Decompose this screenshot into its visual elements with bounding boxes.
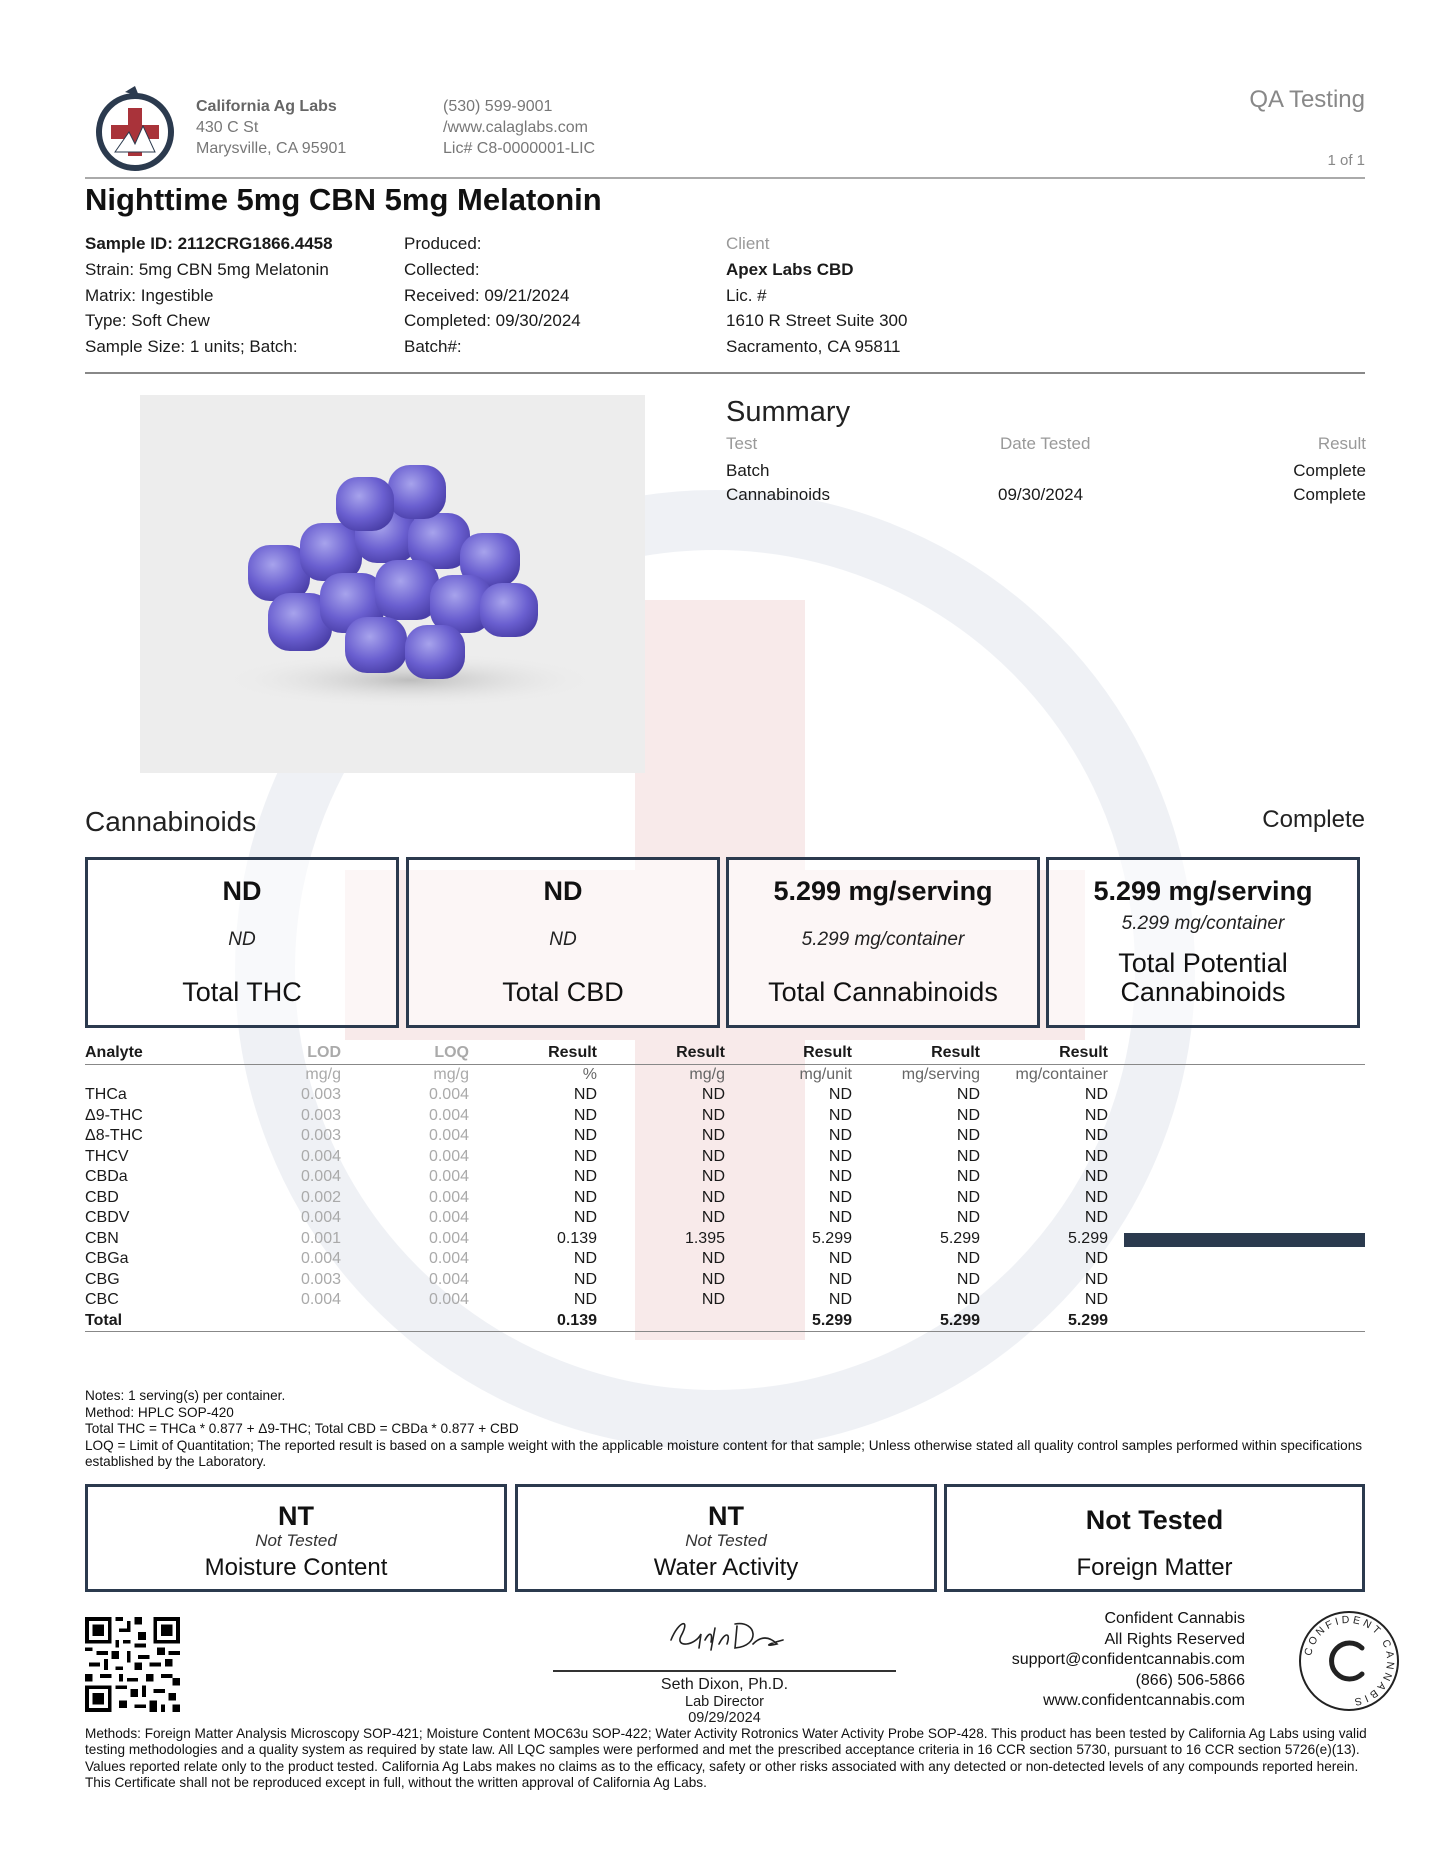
- foreign-matter-label: Foreign Matter: [1076, 1554, 1233, 1581]
- table-cell: ND: [956, 1086, 980, 1103]
- notes: [85, 1388, 1365, 1471]
- table-cell: ND: [573, 1147, 597, 1165]
- table-cell: ND: [573, 1168, 597, 1185]
- signature-date: 09/29/2024: [688, 1710, 761, 1726]
- gummies-image: [140, 395, 645, 773]
- cannabinoids-status: Complete: [1262, 806, 1365, 833]
- table-cell: 1.395: [684, 1229, 725, 1247]
- product-title: Nighttime 5mg CBN 5mg Melatonin: [85, 182, 602, 217]
- summary-title: Summary: [726, 396, 851, 428]
- sample-info: [85, 231, 333, 360]
- client-street: 1610 R Street Suite 300: [726, 311, 908, 331]
- lab-website: /www.calaglabs.com: [443, 119, 588, 136]
- table-cell: ND: [1084, 1086, 1108, 1103]
- table-cell: ND: [828, 1168, 852, 1185]
- notes-servings: Notes: 1 serving(s) per container.: [85, 1388, 286, 1403]
- unit-cell: mg/container: [1015, 1065, 1108, 1083]
- bar-cell: [1108, 1270, 1365, 1291]
- total-cell: [341, 1311, 469, 1332]
- table-cell: ND: [828, 1127, 852, 1144]
- notes-method: Method: HPLC SOP-420: [85, 1404, 234, 1420]
- table-cell: 0.004: [428, 1250, 469, 1267]
- total-thc-value: ND: [222, 876, 262, 906]
- analyte-name: CBG: [85, 1270, 120, 1288]
- table-cell: ND: [956, 1270, 980, 1288]
- page-number: 1 of 1: [1327, 152, 1365, 169]
- methods-disclaimer: Methods: Foreign Matter Analysis Microscopy SOP-421; Moisture Content MOC63u SOP-422; Water Activity Rotronics Water Activity Probe SOP-428. This product has been tested by California Ag Labs using valid testing methodologies and a quality system as required by state law. All LQC samples were performed and met the prescribed acceptance criteria in 16 CCR section 5730, pursuant to 16 CCR section 5726(e)(13). Values reported relate only to the product tested. California Ag Labs makes no claims as to the efficacy, safety or other risks associated with any detected or non-detected levels of any compounds reported herein. This Certificate shall not be reproduced except in full, without the written approval of California Ag Labs.: [85, 1726, 1367, 1791]
- moisture-content-label: Moisture Content: [204, 1554, 388, 1581]
- summary-header-result: Result: [1317, 434, 1366, 453]
- summary-result: Complete: [1293, 461, 1366, 480]
- table-cell: 0.004: [428, 1147, 469, 1165]
- lab-license: Lic# C8-0000001-LIC: [443, 140, 596, 157]
- table-cell: 0.003: [300, 1270, 341, 1288]
- total-potential-label-2: Cannabinoids: [1120, 977, 1286, 1007]
- analyte-name: THCa: [85, 1086, 127, 1103]
- table-cell: ND: [956, 1147, 980, 1165]
- table-cell: ND: [701, 1086, 725, 1103]
- cc-phone: (866) 506-5866: [1135, 1671, 1245, 1689]
- doc-type: QA Testing: [1249, 86, 1365, 113]
- analyte-name: CBDV: [85, 1209, 130, 1226]
- table-cell: ND: [956, 1250, 980, 1267]
- water-activity-value: NT: [708, 1501, 744, 1531]
- table-cell: 0.004: [300, 1291, 341, 1308]
- table-cell: ND: [573, 1250, 597, 1267]
- sample-id: Sample ID: 2112CRG1866.4458: [85, 234, 333, 253]
- table-cell: 0.004: [428, 1106, 469, 1124]
- sample-size: Sample Size: 1 units; Batch:: [85, 337, 298, 357]
- lab-logo-icon: [95, 86, 175, 172]
- header-result-mgg: Result: [597, 1042, 725, 1064]
- total-cannabinoids-sub: 5.299 mg/container: [801, 929, 965, 950]
- analyte-name: THCV: [85, 1147, 129, 1165]
- header-loq: LOQ: [341, 1042, 469, 1064]
- table-cell: ND: [956, 1106, 980, 1124]
- table-cell: 0.004: [428, 1086, 469, 1103]
- table-cell: ND: [573, 1106, 597, 1124]
- table-cell: ND: [828, 1270, 852, 1288]
- table-cell: ND: [701, 1147, 725, 1165]
- notes-formula: Total THC = THCa * 0.877 + Δ9-THC; Total CBD = CBDa * 0.877 + CBD: [85, 1421, 519, 1436]
- confident-cannabis-info: [1012, 1609, 1245, 1712]
- batch-number: Batch#:: [404, 337, 462, 357]
- table-cell: ND: [701, 1250, 725, 1267]
- header-result-pct: Result: [469, 1042, 597, 1064]
- table-cell: 5.299: [811, 1229, 852, 1247]
- table-cell: ND: [573, 1086, 597, 1103]
- qr-code-icon[interactable]: [85, 1617, 180, 1712]
- header-result-unit: Result: [725, 1042, 852, 1064]
- product-photo: [140, 395, 645, 773]
- table-cell: 0.003: [300, 1106, 341, 1124]
- client-info: [726, 231, 907, 360]
- table-row: [85, 1249, 1365, 1270]
- received-date: Received: 09/21/2024: [404, 285, 570, 305]
- sample-type: Type: Soft Chew: [85, 311, 210, 331]
- total-row: [85, 1311, 1365, 1332]
- table-row: [85, 1085, 1365, 1106]
- table-cell: 0.004: [300, 1147, 341, 1165]
- signatory: [553, 1676, 896, 1726]
- total-potential-label-1: Total Potential: [1118, 948, 1288, 978]
- total-cbd-sub: ND: [549, 929, 577, 950]
- table-cell: 5.299: [1067, 1229, 1108, 1247]
- table-cell: 0.004: [300, 1168, 341, 1185]
- total-cell: 5.299: [980, 1311, 1108, 1332]
- unit-cell: mg/g: [689, 1065, 725, 1083]
- table-cell: ND: [1084, 1250, 1108, 1267]
- foreign-matter-box: [944, 1484, 1365, 1592]
- total-thc-label: Total THC: [182, 977, 302, 1007]
- header-result-serving: Result: [852, 1042, 980, 1064]
- table-cell: 0.004: [428, 1127, 469, 1144]
- total-potential-value: 5.299 mg/serving: [1093, 876, 1313, 906]
- table-cell: ND: [1084, 1106, 1108, 1124]
- total-thc-sub: ND: [228, 929, 256, 950]
- analyte-name: CBGa: [85, 1250, 129, 1267]
- bar-cell: [1108, 1147, 1365, 1168]
- total-cell: 5.299: [725, 1311, 852, 1332]
- signature-line: [553, 1670, 896, 1672]
- table-cell: 0.003: [300, 1127, 341, 1144]
- table-row: [85, 1229, 1365, 1250]
- analyte-name: CBDa: [85, 1168, 128, 1185]
- total-cannabinoids-value: 5.299 mg/serving: [773, 876, 993, 906]
- bar-cell: [1108, 1229, 1365, 1250]
- header-divider: [85, 177, 1365, 179]
- table-cell: ND: [573, 1209, 597, 1226]
- table-cell: ND: [828, 1209, 852, 1226]
- signatory-title: Lab Director: [685, 1694, 764, 1710]
- table-cell: ND: [573, 1270, 597, 1288]
- foreign-matter-value: Not Tested: [1085, 1505, 1224, 1535]
- unit-cell-empty: [1108, 1064, 1365, 1085]
- table-cell: ND: [956, 1209, 980, 1226]
- water-activity-box: [515, 1484, 937, 1592]
- cc-email[interactable]: support@confidentcannabis.com: [1011, 1651, 1245, 1668]
- summary-header-date: Date Tested: [1000, 434, 1091, 453]
- table-cell: ND: [1084, 1209, 1108, 1226]
- result-bar: [1124, 1233, 1365, 1247]
- table-cell: ND: [1084, 1147, 1108, 1165]
- table-cell: 0.139: [556, 1229, 597, 1247]
- total-cbd-label: Total CBD: [502, 977, 624, 1007]
- lab-street: 430 C St: [196, 119, 259, 136]
- analyte-name: CBC: [85, 1291, 119, 1308]
- table-cell: 0.004: [428, 1291, 469, 1308]
- table-cell: ND: [956, 1168, 980, 1185]
- table-cell: ND: [828, 1291, 852, 1308]
- sample-dates: [404, 231, 581, 360]
- client-name: Apex Labs CBD: [726, 259, 854, 279]
- analyte-name: Δ9-THC: [85, 1106, 143, 1124]
- lab-city: Marysville, CA 95901: [196, 140, 347, 157]
- table-cell: ND: [701, 1106, 725, 1124]
- total-potential-sub: 5.299 mg/container: [1121, 913, 1285, 934]
- moisture-content-value: NT: [278, 1501, 314, 1531]
- analyte-name: CBN: [85, 1229, 119, 1247]
- water-activity-sub: Not Tested: [685, 1531, 767, 1550]
- results-table: [85, 1042, 1365, 1332]
- unit-cell: mg/unit: [799, 1065, 852, 1083]
- seal-text: CONFIDENT CANNABIS: [1302, 1613, 1397, 1709]
- table-cell: 0.004: [428, 1188, 469, 1206]
- total-cbd-box: [406, 857, 720, 1028]
- total-cannabinoids-label: Total Cannabinoids: [768, 977, 998, 1007]
- lab-phone: (530) 599-9001: [443, 98, 553, 115]
- unit-cell: [85, 1064, 155, 1085]
- sample-matrix: Matrix: Ingestible: [85, 285, 214, 305]
- table-cell: 0.004: [428, 1270, 469, 1288]
- bar-cell: [1108, 1290, 1365, 1311]
- table-cell: ND: [956, 1188, 980, 1206]
- table-cell: 5.299: [939, 1229, 980, 1247]
- table-cell: ND: [573, 1127, 597, 1144]
- table-header-row: [85, 1042, 1365, 1064]
- table-row: [85, 1167, 1365, 1188]
- table-cell: ND: [1084, 1291, 1108, 1308]
- units-row: [85, 1064, 1365, 1085]
- table-cell: ND: [1084, 1270, 1108, 1288]
- table-cell: ND: [828, 1106, 852, 1124]
- table-cell: ND: [701, 1209, 725, 1226]
- table-cell: ND: [828, 1147, 852, 1165]
- table-cell: 0.004: [300, 1209, 341, 1226]
- analyte-name: Δ8-THC: [85, 1127, 143, 1144]
- moisture-content-sub: Not Tested: [255, 1531, 337, 1550]
- unit-cell: %: [582, 1065, 597, 1083]
- total-potential-box: [1046, 857, 1360, 1028]
- signature-image: [665, 1610, 785, 1660]
- table-row: [85, 1208, 1365, 1229]
- client-city: Sacramento, CA 95811: [726, 337, 901, 357]
- bar-cell: [1108, 1188, 1365, 1209]
- info-divider: [85, 372, 1365, 374]
- summary-test: Batch: [726, 461, 770, 480]
- table-row: [85, 1290, 1365, 1311]
- client-license: Lic. #: [726, 285, 767, 305]
- table-cell: ND: [573, 1188, 597, 1206]
- bar-cell: [1108, 1126, 1365, 1147]
- table-cell: ND: [701, 1270, 725, 1288]
- signatory-name: Seth Dixon, Ph.D.: [660, 1676, 789, 1693]
- total-cell: [155, 1311, 341, 1332]
- table-cell: 0.004: [428, 1168, 469, 1185]
- table-row: [85, 1188, 1365, 1209]
- cc-company: Confident Cannabis: [1104, 1610, 1245, 1627]
- table-row: [85, 1126, 1365, 1147]
- cc-rights: All Rights Reserved: [1104, 1630, 1245, 1648]
- table-cell: 0.004: [428, 1229, 469, 1247]
- analyte-name: CBD: [85, 1188, 119, 1206]
- total-cbd-value: ND: [543, 876, 583, 906]
- header-lod: LOD: [155, 1042, 341, 1064]
- table-row: [85, 1270, 1365, 1291]
- table-cell: ND: [828, 1250, 852, 1267]
- collected-date: Collected:: [404, 259, 480, 279]
- table-cell: ND: [1084, 1188, 1108, 1206]
- table-cell: ND: [956, 1127, 980, 1144]
- table-cell: 0.003: [300, 1086, 341, 1103]
- table-cell: 0.004: [428, 1209, 469, 1226]
- bar-cell: [1108, 1106, 1365, 1127]
- produced-date: Produced:: [404, 234, 482, 253]
- header-result-container: Result: [980, 1042, 1108, 1064]
- table-cell: 0.001: [300, 1229, 341, 1247]
- summary-result: Complete: [1293, 485, 1366, 504]
- table-cell: ND: [828, 1188, 852, 1206]
- table-row: [85, 1147, 1365, 1168]
- table-cell: ND: [1084, 1168, 1108, 1185]
- completed-date: Completed: 09/30/2024: [404, 311, 581, 331]
- total-cell: 0.139: [469, 1311, 597, 1332]
- cc-website[interactable]: www.confidentcannabis.com: [1043, 1692, 1245, 1709]
- table-cell: ND: [701, 1127, 725, 1144]
- total-bar-cell: [1108, 1311, 1365, 1332]
- table-cell: ND: [828, 1086, 852, 1103]
- table-row: [85, 1106, 1365, 1127]
- table-cell: ND: [701, 1168, 725, 1185]
- notes-loq: LOQ = Limit of Quantitation; The reported result is based on a sample weight with the applicable moisture content for that sample; Unless otherwise stated all quality control samples performed within specifications established by the Laboratory.: [85, 1437, 1363, 1469]
- bar-cell: [1108, 1208, 1365, 1229]
- water-activity-label: Water Activity: [653, 1554, 799, 1581]
- table-cell: ND: [956, 1291, 980, 1308]
- lab-contact: [443, 96, 595, 159]
- total-cell: 5.299: [852, 1311, 980, 1332]
- table-cell: 0.002: [300, 1188, 341, 1206]
- table-cell: ND: [701, 1188, 725, 1206]
- table-cell: ND: [1084, 1127, 1108, 1144]
- total-cell: [597, 1311, 725, 1332]
- table-cell: 0.004: [300, 1250, 341, 1267]
- total-cannabinoids-box: [726, 857, 1040, 1028]
- total-label: Total: [85, 1311, 155, 1332]
- table-cell: ND: [701, 1291, 725, 1308]
- lab-name: California Ag Labs: [196, 98, 337, 115]
- header-bar: [1108, 1042, 1365, 1064]
- unit-cell: mg/serving: [901, 1065, 980, 1083]
- header-analyte: Analyte: [85, 1042, 155, 1064]
- bar-cell: [1108, 1085, 1365, 1106]
- confident-cannabis-seal-icon: [1298, 1610, 1400, 1712]
- total-thc-box: [85, 857, 399, 1028]
- bar-cell: [1108, 1249, 1365, 1270]
- summary-header-test: Test: [726, 434, 758, 453]
- sample-strain: Strain: 5mg CBN 5mg Melatonin: [85, 259, 329, 279]
- cannabinoids-title: Cannabinoids: [85, 806, 257, 837]
- unit-cell: mg/g: [433, 1065, 469, 1083]
- summary-test: Cannabinoids: [726, 485, 830, 504]
- bar-cell: [1108, 1167, 1365, 1188]
- lab-address: [196, 96, 346, 159]
- moisture-content-box: [85, 1484, 507, 1592]
- summary-date: 09/30/2024: [998, 485, 1084, 504]
- table-cell: ND: [573, 1291, 597, 1308]
- client-heading: Client: [726, 234, 770, 253]
- unit-cell: mg/g: [305, 1065, 341, 1083]
